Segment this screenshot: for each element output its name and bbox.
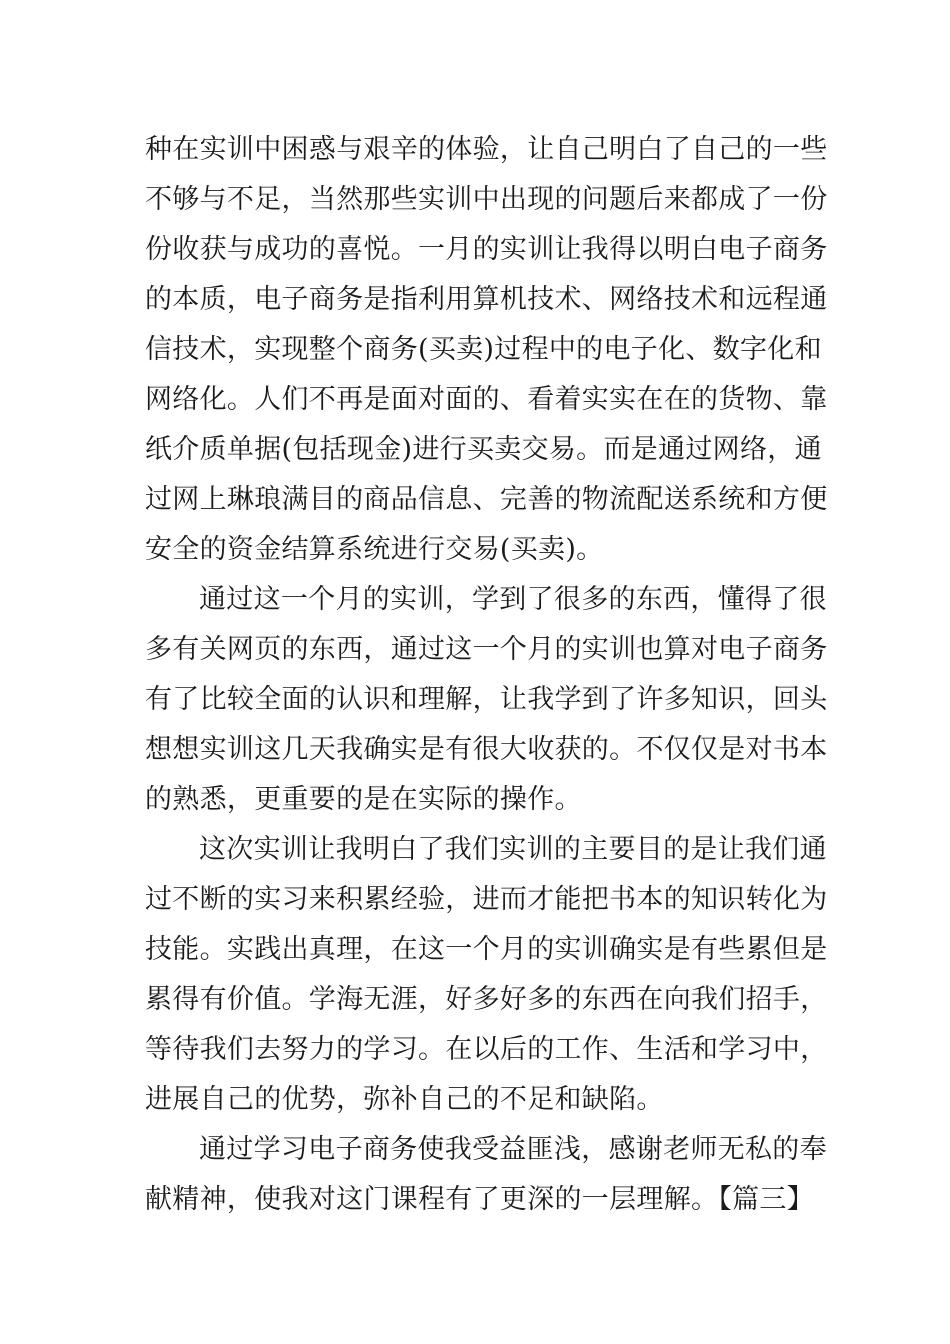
text-line: 等待我们去努力的学习。在以后的工作、生活和学习中， bbox=[145, 1034, 828, 1065]
paragraph-first-line: 这次实训让我明白了我们实训的主要目的是让我们通 bbox=[199, 834, 827, 865]
text-line: 份收获与成功的喜悦。一月的实训让我得以明白电子商务 bbox=[145, 234, 828, 265]
text-line: 的本质，电子商务是指利用算机技术、网络技术和远程通 bbox=[145, 284, 828, 315]
text-line: 献精神，使我对这门课程有了更深的一层理解。【篇三】 bbox=[145, 1184, 814, 1215]
text-line: 的熟悉，更重要的是在实际的操作。 bbox=[145, 784, 582, 815]
text-line: 累得有价值。学海无涯，好多好多的东西在向我们招手， bbox=[145, 984, 828, 1015]
text-line: 网络化。人们不再是面对面的、看着实实在在的货物、靠 bbox=[145, 384, 828, 415]
text-line: 不够与不足，当然那些实训中出现的问题后来都成了一份 bbox=[145, 184, 828, 215]
text-line: 有了比较全面的认识和理解，让我学到了许多知识，回头 bbox=[145, 684, 828, 715]
text-line: 信技术，实现整个商务(买卖)过程中的电子化、数字化和 bbox=[145, 334, 822, 365]
text-line: 想想实训这几天我确实是有很大收获的。不仅仅是对书本 bbox=[145, 734, 828, 765]
text-line: 安全的资金结算系统进行交易(买卖)。 bbox=[145, 534, 604, 565]
paragraph-first-line: 通过学习电子商务使我受益匪浅，感谢老师无私的奉 bbox=[199, 1134, 827, 1165]
text-line: 多有关网页的东西，通过这一个月的实训也算对电子商务 bbox=[145, 634, 828, 665]
text-line: 种在实训中困惑与艰辛的体验，让自己明白了自己的一些 bbox=[145, 134, 828, 165]
paragraph-first-line: 通过这一个月的实训，学到了很多的东西，懂得了很 bbox=[199, 584, 827, 615]
text-line: 技能。实践出真理，在这一个月的实训确实是有些累但是 bbox=[145, 934, 828, 965]
text-line: 过不断的实习来积累经验，进而才能把书本的知识转化为 bbox=[145, 884, 828, 915]
text-line: 纸介质单据(包括现金)进行买卖交易。而是通过网络，通 bbox=[145, 434, 822, 465]
text-line: 进展自己的优势，弥补自己的不足和缺陷。 bbox=[145, 1084, 664, 1115]
text-line: 过网上琳琅满目的商品信息、完善的物流配送系统和方便 bbox=[145, 484, 828, 515]
